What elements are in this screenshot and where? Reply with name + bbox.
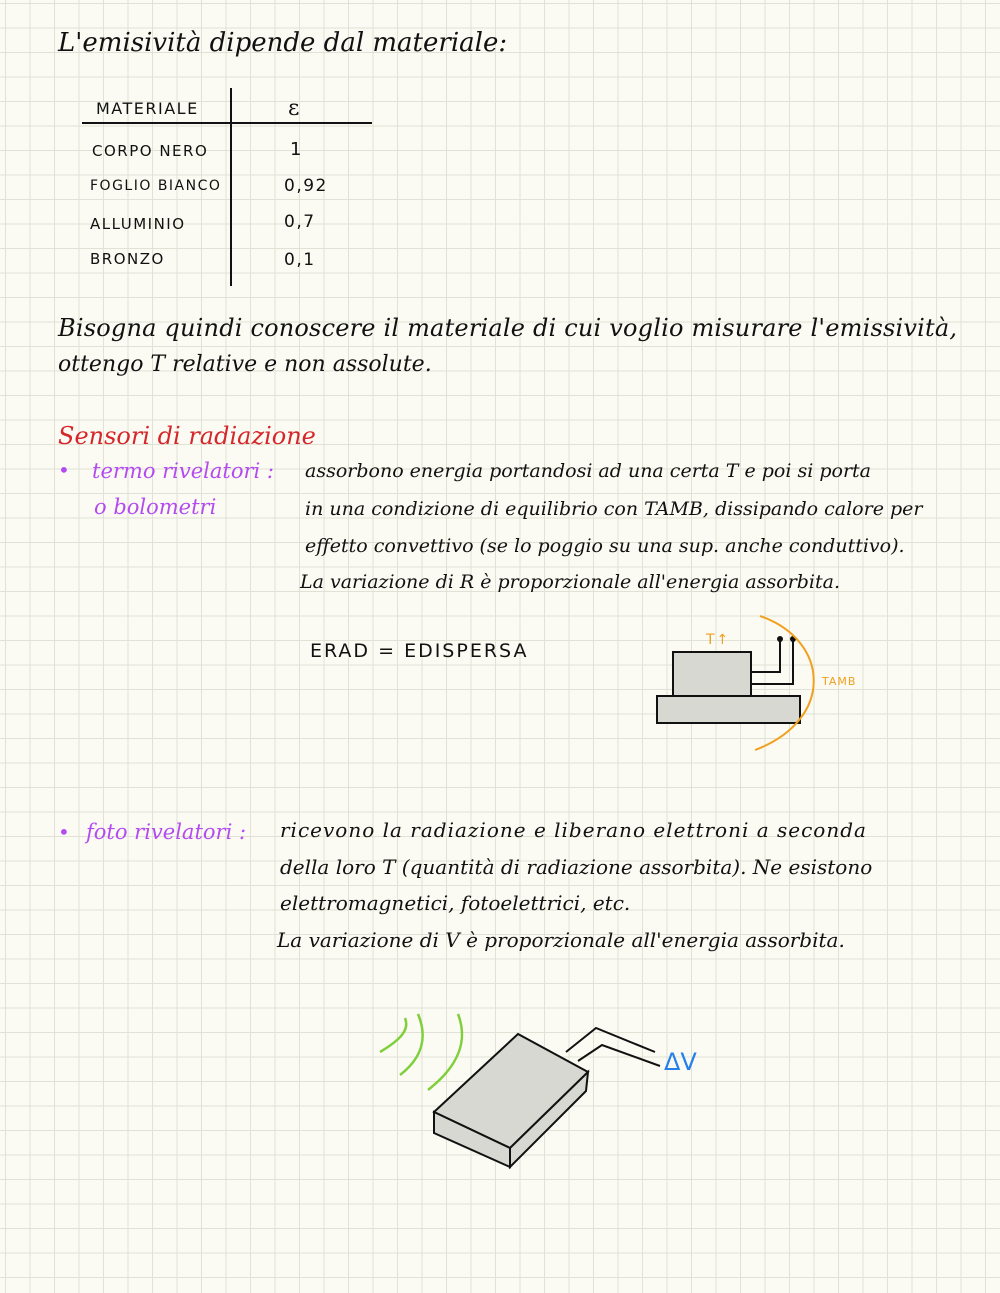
photo-text-line: elettromagnetici, fotoelettrici, etc.	[280, 891, 631, 915]
table-header-material: MATERIALE	[96, 99, 199, 118]
bolometer-label: o bolometri	[94, 495, 217, 519]
table-row-value: 0,7	[284, 212, 316, 232]
ambient-temperature-label: TAMB	[822, 675, 857, 688]
photo-text-line: ricevono la radiazione e liberano elettroni a seconda	[280, 818, 867, 842]
table-row-material: CORPO NERO	[92, 142, 209, 160]
radiation-wave	[400, 1014, 423, 1075]
table-row-material: BRONZO	[90, 250, 165, 268]
energy-balance-formula: ERAD = EDISPERSA	[310, 640, 529, 662]
table-row-value: 0,1	[284, 250, 316, 270]
photo-text-line: della loro T (quantità di radiazione assorbita). Ne esistono	[280, 855, 873, 879]
thermo-text-line: in una condizione di equilibrio con TAMB, dissipando calore per	[305, 498, 923, 520]
voltage-difference-label: ΔV	[664, 1048, 697, 1076]
thermo-text-line: effetto convettivo (se lo poggio su una sup. anche conduttivo).	[305, 535, 905, 557]
photo-bullet: •	[58, 820, 70, 844]
radiation-wave	[380, 1018, 406, 1052]
table-row-value: 0,92	[284, 176, 328, 196]
photo-label: foto rivelatori :	[86, 820, 247, 844]
thermo-label: termo rivelatori :	[92, 459, 275, 483]
radiation-wave	[428, 1014, 462, 1090]
thermo-text-line: La variazione di R è proporzionale all'energia assorbita.	[300, 571, 841, 593]
note-line-2: ottengo T relative e non assolute.	[58, 352, 432, 377]
table-header-epsilon: ε	[288, 96, 301, 121]
thermo-bullet: •	[58, 458, 70, 482]
table-row-material: ALLUMINIO	[90, 215, 186, 233]
table-row-value: 1	[290, 139, 303, 160]
note-line-1: Bisogna quindi conoscere il materiale di cui voglio misurare l'emissività,	[58, 314, 958, 342]
thermo-text-line: assorbono energia portandosi ad una certa T e poi si porta	[305, 460, 872, 482]
table-row-material: FOGLIO BIANCO	[90, 178, 222, 194]
intro-text: L'emisività dipende dal materiale:	[58, 28, 508, 58]
temperature-rise-label: T↑	[706, 632, 731, 648]
photo-text-line: La variazione di V è proporzionale all'energia assorbita.	[277, 928, 845, 952]
section-title: Sensori di radiazione	[58, 422, 316, 450]
